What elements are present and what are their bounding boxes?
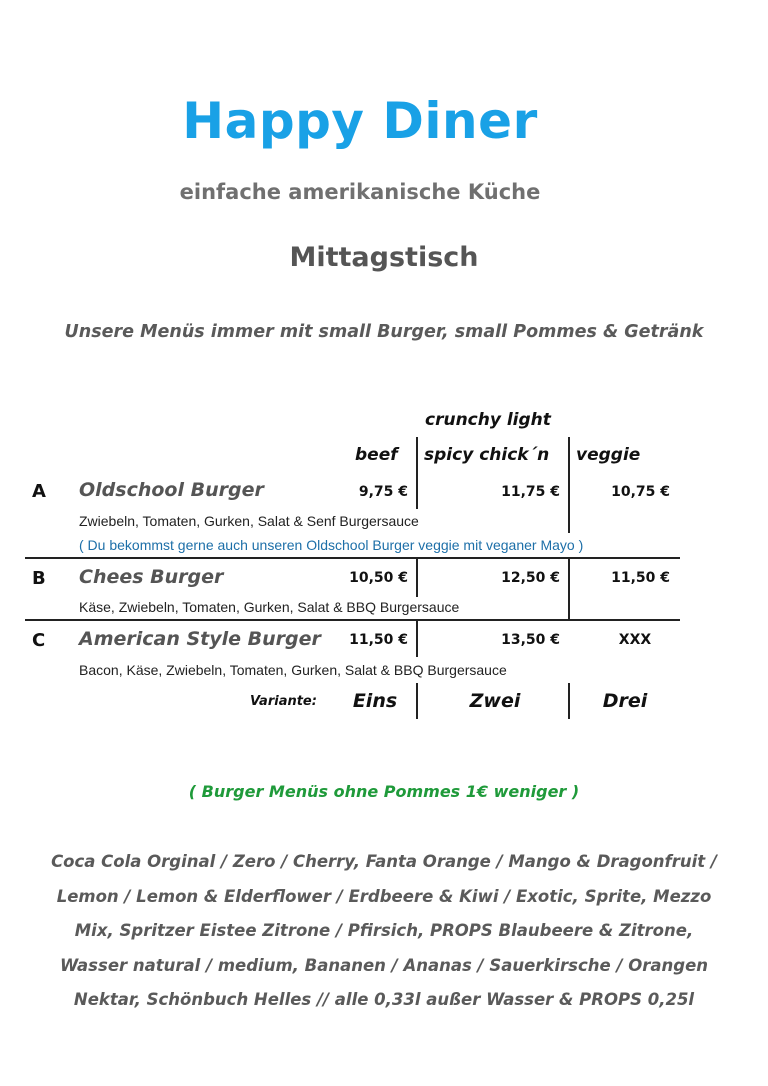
table-divider bbox=[568, 683, 570, 719]
burger-letter: C bbox=[32, 630, 46, 651]
variant-three: Drei bbox=[602, 690, 648, 712]
row-divider bbox=[25, 619, 680, 621]
column-header-beef: beef bbox=[355, 445, 398, 465]
column-header-chicken: spicy chick´n bbox=[424, 445, 550, 465]
variant-label: Variante: bbox=[250, 694, 317, 709]
page-title: Happy Diner bbox=[182, 92, 538, 150]
table-divider bbox=[416, 683, 418, 719]
column-header-veggie: veggie bbox=[576, 445, 641, 465]
table-divider bbox=[568, 559, 570, 619]
table-divider bbox=[416, 437, 418, 509]
variant-one: Eins bbox=[352, 690, 398, 712]
burger-description: Käse, Zwiebeln, Tomaten, Gurken, Salat & BBQ Burgersauce bbox=[79, 599, 460, 615]
price-beef: 9,75 € bbox=[358, 484, 408, 500]
drinks-list: Coca Cola Orginal / Zero / Cherry, Fanta Orange / Mango & Dragonfruit / Lemon / Lemon & Elderflower / Erdbeere & Kiwi / Exotic, Sprite, Mezzo Mix, Spritzer Eistee Zitrone / Pfirsich, PROPS Blaubeere & Zitrone, Wasser natural / medium, Bananen / Ananas / Sauerkirsche / Orangen Nektar, Schönbuch Helles // alle 0,33l außer Wasser & PROPS 0,25l bbox=[51, 852, 717, 1009]
section-heading: Mittagstisch bbox=[289, 242, 479, 273]
price-veggie: 11,50 € bbox=[611, 570, 670, 586]
intro-text: Unsere Menüs immer mit small Burger, small Pommes & Getränk bbox=[64, 322, 704, 342]
column-header-chicken-top: crunchy light bbox=[425, 410, 551, 430]
price-veggie: 10,75 € bbox=[611, 484, 670, 500]
price-chicken: 12,50 € bbox=[501, 570, 560, 586]
burger-letter: B bbox=[32, 568, 46, 589]
table-divider bbox=[568, 437, 570, 533]
burger-description: Zwiebeln, Tomaten, Gurken, Salat & Senf Burgersauce bbox=[79, 513, 419, 529]
price-chicken: 11,75 € bbox=[501, 484, 560, 500]
burger-name: Oldschool Burger bbox=[79, 479, 264, 501]
price-veggie: XXX bbox=[618, 632, 652, 648]
variant-two: Zwei bbox=[469, 690, 521, 712]
pommes-note: ( Burger Menüs ohne Pommes 1€ weniger ) bbox=[188, 782, 580, 801]
table-divider bbox=[416, 559, 418, 597]
table-divider bbox=[416, 621, 418, 657]
price-beef: 10,50 € bbox=[349, 570, 408, 586]
price-chicken: 13,50 € bbox=[501, 632, 560, 648]
burger-name: Chees Burger bbox=[79, 566, 224, 588]
burger-note: ( Du bekommst gerne auch unseren Oldschool Burger veggie mit veganer Mayo ) bbox=[79, 537, 584, 553]
price-beef: 11,50 € bbox=[349, 632, 408, 648]
burger-letter: A bbox=[32, 481, 46, 502]
subtitle: einfache amerikanische Küche bbox=[179, 180, 541, 204]
burger-description: Bacon, Käse, Zwiebeln, Tomaten, Gurken, Salat & BBQ Burgersauce bbox=[79, 662, 507, 678]
row-divider bbox=[25, 557, 680, 559]
burger-name: American Style Burger bbox=[79, 628, 321, 650]
